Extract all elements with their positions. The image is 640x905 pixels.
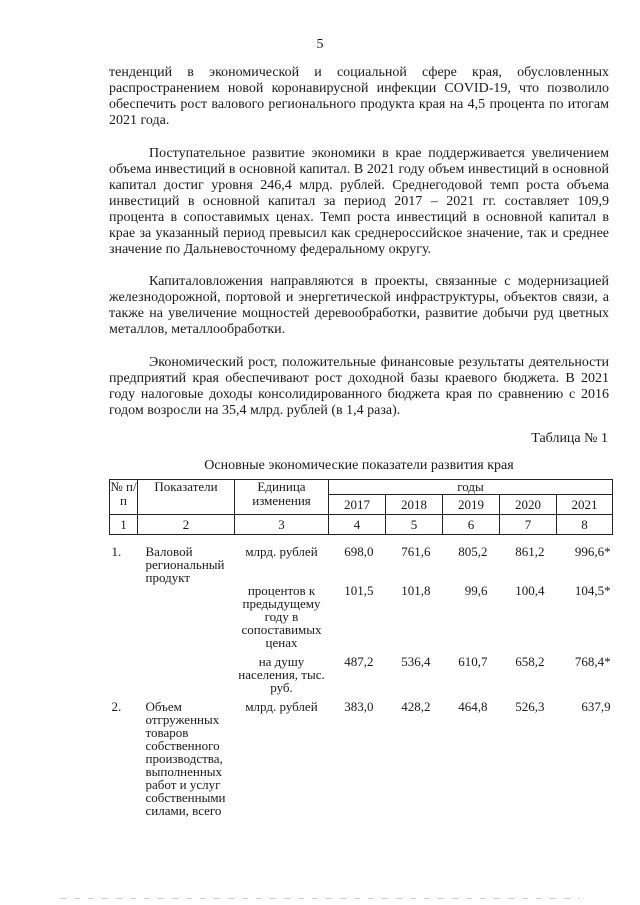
row-number — [110, 655, 138, 700]
header-year: 2019 — [443, 495, 500, 515]
indicator-name — [138, 584, 235, 655]
row-number — [110, 584, 138, 655]
paragraph-1: тенденций в экономической и социальной сфере края, обусловленных распространением новой коронавирусной инфекции COVID-19, что позволило обеспечить рост валового регионального продукта края на 4,5 процента по итогам 2021 года. — [109, 65, 609, 128]
value-cell: 101,5 — [344, 583, 374, 598]
value-cell: 610,7 — [458, 654, 488, 669]
column-number: 4 — [329, 515, 386, 535]
indicator-name: Валовой региональный продукт — [145, 544, 225, 585]
value-cell: 464,8 — [458, 699, 488, 714]
value-cell: 996,6* — [574, 544, 611, 559]
indicator-name: Объем отгруженных товаров собственного производства, выполненных работ и услуг собственными силами, всего — [145, 699, 226, 818]
column-number: 8 — [557, 515, 613, 535]
value-cell: 861,2 — [515, 544, 545, 559]
row-number: 1. — [111, 544, 122, 559]
value-cell: 526,3 — [515, 699, 545, 714]
column-number: 7 — [500, 515, 557, 535]
value-cell: 487,2 — [344, 654, 374, 669]
table-body — [110, 535, 613, 818]
value-cell: 101,8 — [401, 583, 431, 598]
column-number: 6 — [443, 515, 500, 535]
header-indicator: Показатели — [138, 480, 235, 515]
paragraph-3: Капиталовложения направляются в проекты, связанные с модернизацией железнодорожной, портовой и энергетической инфраструктуры, объектов связи, а также на увеличение мощностей деревообработки, развитие добычи руд цветных металлов, металлообработки. — [109, 274, 609, 337]
table-row — [110, 655, 613, 700]
header-year: 2018 — [386, 495, 443, 515]
unit-cell: млрд. рублей — [245, 544, 318, 559]
header-years-label: годы — [329, 480, 613, 495]
row-number: 2. — [111, 699, 122, 714]
value-cell: 536,4 — [401, 654, 431, 669]
table-header — [110, 480, 613, 535]
page-number: 5 — [316, 37, 324, 52]
header-unit: Единица изменения — [235, 480, 329, 515]
value-cell: 104,5* — [574, 583, 611, 598]
value-cell: 768,4* — [574, 654, 611, 669]
indicators-table — [109, 479, 613, 817]
table-row — [110, 700, 613, 817]
column-number-row — [110, 515, 613, 535]
table-number-label: Таблица № 1 — [531, 431, 608, 446]
value-cell: 637,9 — [581, 699, 611, 714]
value-cell: 99,6 — [464, 583, 488, 598]
column-number: 5 — [386, 515, 443, 535]
table-row — [110, 545, 613, 584]
table-title: Основные экономические показатели развития края — [204, 458, 514, 473]
value-cell: 383,0 — [344, 699, 374, 714]
header-num: № п/п — [110, 480, 138, 515]
table-row — [110, 584, 613, 655]
unit-cell: на душу населения, тыс. руб. — [238, 654, 325, 695]
value-cell: 761,6 — [401, 544, 431, 559]
header-year: 2020 — [500, 495, 557, 515]
value-cell: 100,4 — [515, 583, 545, 598]
value-cell: 428,2 — [401, 699, 431, 714]
value-cell: 805,2 — [458, 544, 488, 559]
header-year: 2017 — [329, 495, 386, 515]
column-number: 3 — [235, 515, 329, 535]
paragraph-2: Поступательное развитие экономики в крае поддерживается увеличением объема инвестиций в основной капитал. В 2021 году объем инвестиций в основной капитал достиг уровня 246,4 млрд. рублей. Среднегодовой темп роста объема инвестиций в основной капитал за период 2017 – 2021 гг. составляет 109,9 процента в сопоставимых ценах. Темп роста инвестиций в основной капитал в крае за указанный период превысил как среднероссийское значение, так и среднее значение по Дальневосточному федеральному округу. — [109, 146, 609, 257]
column-number: 2 — [138, 515, 235, 535]
paragraph-4: Экономический рост, положительные финансовые результаты деятельности предприятий края обеспечивают рост доходной базы краевого бюджета. В 2021 году налоговые доходы консолидированного бюджета края по сравнению с 2016 годом возросли на 35,4 млрд. рублей (в 1,4 раза). — [109, 355, 609, 418]
header-year: 2021 — [557, 495, 613, 515]
value-cell: 658,2 — [515, 654, 545, 669]
value-cell: 698,0 — [344, 544, 374, 559]
column-number: 1 — [110, 515, 138, 535]
unit-cell: процентов к предыдущему году в сопоставимых ценах — [241, 583, 322, 650]
unit-cell: млрд. рублей — [245, 699, 318, 714]
indicator-name — [138, 655, 235, 700]
scan-noise-line — [60, 898, 580, 899]
